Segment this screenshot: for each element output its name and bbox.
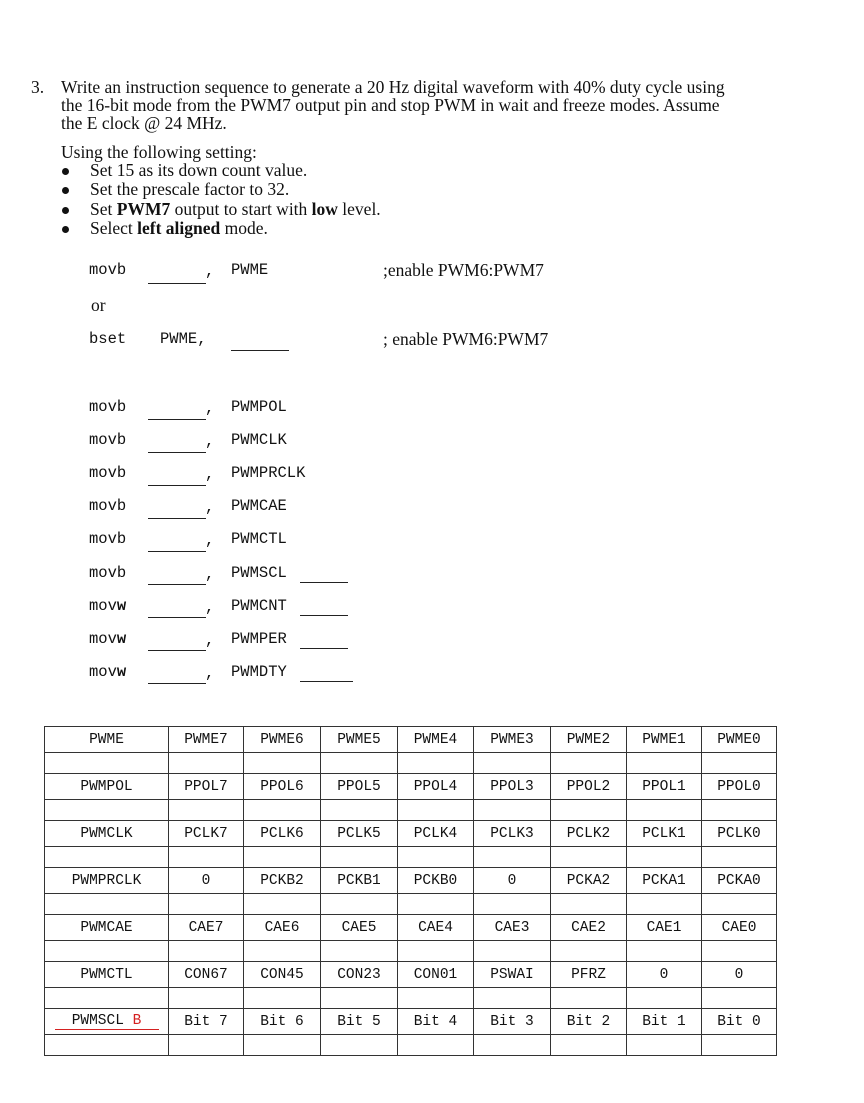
answer-blank[interactable] xyxy=(148,485,206,486)
bit-cell: Bit 6 xyxy=(244,1009,321,1035)
bit-cell: PPOL2 xyxy=(551,774,627,800)
answer-cell[interactable] xyxy=(398,988,474,1009)
answer-cell[interactable] xyxy=(169,1035,244,1056)
answer-cell[interactable] xyxy=(627,847,702,868)
question-number: 3. xyxy=(31,77,45,97)
question-line-3: the E clock @ 24 MHz. xyxy=(61,113,227,133)
answer-row[interactable] xyxy=(45,1035,777,1056)
answer-blank[interactable] xyxy=(300,681,353,682)
bit-cell: PWME3 xyxy=(474,727,551,753)
answer-cell[interactable] xyxy=(169,847,244,868)
answer-blank[interactable] xyxy=(300,582,348,583)
answer-cell[interactable] xyxy=(321,1035,398,1056)
bit-cell: PCLK2 xyxy=(551,821,627,847)
bit-cell: PPOL5 xyxy=(321,774,398,800)
code-register: PWMPOL xyxy=(231,398,287,416)
code-op: movb xyxy=(89,530,127,548)
bit-cell: PPOL0 xyxy=(702,774,777,800)
answer-cell[interactable] xyxy=(551,988,627,1009)
answer-cell[interactable] xyxy=(474,941,551,962)
answer-cell[interactable] xyxy=(169,988,244,1009)
code-operand: PWME, xyxy=(160,330,207,348)
code-register: PWMPER xyxy=(231,630,287,648)
answer-blank[interactable] xyxy=(300,615,348,616)
bit-cell: Bit 7 xyxy=(169,1009,244,1035)
code-op: bset xyxy=(89,330,127,348)
code-operand: PWME xyxy=(231,261,269,279)
bit-cell: CON67 xyxy=(169,962,244,988)
code-op: movw xyxy=(89,597,127,615)
answer-row[interactable] xyxy=(45,988,777,1009)
comma: , xyxy=(205,465,215,483)
comma: , xyxy=(205,664,215,682)
answer-cell[interactable] xyxy=(398,800,474,821)
bit-cell: PWME6 xyxy=(244,727,321,753)
code-op: movb xyxy=(89,261,127,279)
answer-cell[interactable] xyxy=(398,941,474,962)
bit-cell: PCKB2 xyxy=(244,868,321,894)
bit-cell: PCKA2 xyxy=(551,868,627,894)
answer-blank[interactable] xyxy=(148,683,206,684)
answer-cell[interactable] xyxy=(321,847,398,868)
code-register: PWMPRCLK xyxy=(231,464,306,482)
bit-cell: PSWAI xyxy=(474,962,551,988)
bit-cell: PWME5 xyxy=(321,727,398,753)
answer-cell xyxy=(45,847,169,868)
answer-cell[interactable] xyxy=(321,894,398,915)
register-row-pwmctl xyxy=(45,962,777,988)
code-op: movw xyxy=(89,630,127,648)
answer-cell xyxy=(45,1035,169,1056)
comma: , xyxy=(205,498,215,516)
answer-cell[interactable] xyxy=(169,941,244,962)
bit-cell: Bit 1 xyxy=(627,1009,702,1035)
answer-cell[interactable] xyxy=(702,800,777,821)
answer-cell[interactable] xyxy=(627,988,702,1009)
bit-cell: CAE0 xyxy=(702,915,777,941)
bullet-item-2: Set the prescale factor to 32. xyxy=(90,179,290,199)
answer-blank[interactable] xyxy=(148,419,206,420)
bit-cell: Bit 4 xyxy=(398,1009,474,1035)
settings-intro: Using the following setting: xyxy=(61,142,257,162)
answer-cell[interactable] xyxy=(702,941,777,962)
bit-cell: PCLK0 xyxy=(702,821,777,847)
answer-cell xyxy=(45,988,169,1009)
register-name: PWMPRCLK xyxy=(45,868,169,894)
register-row-pwmscl xyxy=(45,1009,777,1035)
code-register: PWMDTY xyxy=(231,663,287,681)
bullet-item-1: Set 15 as its down count value. xyxy=(90,160,308,180)
bit-cell: PPOL3 xyxy=(474,774,551,800)
answer-blank[interactable] xyxy=(148,551,206,552)
register-name: PWMCTL xyxy=(45,962,169,988)
register-name: PWME xyxy=(45,727,169,753)
answer-blank[interactable] xyxy=(148,452,206,453)
or-label: or xyxy=(91,295,106,315)
answer-cell[interactable] xyxy=(702,1035,777,1056)
answer-row[interactable] xyxy=(45,941,777,962)
code-comment: ; enable PWM6:PWM7 xyxy=(383,329,549,349)
bit-cell: PCKB0 xyxy=(398,868,474,894)
answer-cell xyxy=(45,800,169,821)
code-op: movb xyxy=(89,497,127,515)
answer-cell[interactable] xyxy=(398,847,474,868)
answer-cell[interactable] xyxy=(169,753,244,774)
bit-cell: 0 xyxy=(169,868,244,894)
bit-cell: CAE2 xyxy=(551,915,627,941)
answer-cell[interactable] xyxy=(627,800,702,821)
bit-cell: CON45 xyxy=(244,962,321,988)
register-name: PWMCAE xyxy=(45,915,169,941)
bit-cell: PCLK1 xyxy=(627,821,702,847)
answer-cell[interactable] xyxy=(551,941,627,962)
bit-cell: CAE1 xyxy=(627,915,702,941)
bullet-item-3: Set PWM7 output to start with low level. xyxy=(90,199,381,219)
bit-cell: PPOL4 xyxy=(398,774,474,800)
answer-cell[interactable] xyxy=(321,988,398,1009)
answer-cell[interactable] xyxy=(551,847,627,868)
answer-cell[interactable] xyxy=(627,1035,702,1056)
code-op: movb xyxy=(89,564,127,582)
answer-row[interactable] xyxy=(45,800,777,821)
answer-cell[interactable] xyxy=(244,894,321,915)
bit-cell: Bit 5 xyxy=(321,1009,398,1035)
answer-cell[interactable] xyxy=(244,988,321,1009)
bit-cell: Bit 2 xyxy=(551,1009,627,1035)
comma: , xyxy=(205,262,215,280)
code-register: PWMCNT xyxy=(231,597,287,615)
bit-cell: PCKB1 xyxy=(321,868,398,894)
bullet-dot xyxy=(62,168,69,175)
answer-cell[interactable] xyxy=(321,800,398,821)
answer-cell[interactable] xyxy=(321,941,398,962)
red-annotation: B xyxy=(132,1013,142,1029)
answer-blank[interactable] xyxy=(300,648,348,649)
answer-cell[interactable] xyxy=(474,800,551,821)
answer-cell[interactable] xyxy=(169,894,244,915)
answer-cell[interactable] xyxy=(474,988,551,1009)
code-op: movb xyxy=(89,398,127,416)
bit-cell: CAE3 xyxy=(474,915,551,941)
bit-cell: 0 xyxy=(474,868,551,894)
answer-blank[interactable] xyxy=(231,350,289,351)
bit-cell: PCLK4 xyxy=(398,821,474,847)
code-op: movw xyxy=(89,663,127,681)
answer-cell[interactable] xyxy=(474,894,551,915)
bit-cell: PPOL6 xyxy=(244,774,321,800)
answer-cell[interactable] xyxy=(244,847,321,868)
code-register: PWMCTL xyxy=(231,530,287,548)
answer-cell[interactable] xyxy=(702,988,777,1009)
register-table xyxy=(44,726,777,1056)
answer-cell[interactable] xyxy=(627,941,702,962)
bit-cell: PCLK3 xyxy=(474,821,551,847)
answer-cell[interactable] xyxy=(627,753,702,774)
bit-cell: PCLK6 xyxy=(244,821,321,847)
register-name: PWMCLK xyxy=(45,821,169,847)
answer-cell[interactable] xyxy=(702,753,777,774)
answer-cell[interactable] xyxy=(398,1035,474,1056)
comma: , xyxy=(205,432,215,450)
bit-cell: CAE4 xyxy=(398,915,474,941)
code-register: PWMCAE xyxy=(231,497,287,515)
answer-cell[interactable] xyxy=(244,753,321,774)
answer-cell[interactable] xyxy=(244,941,321,962)
bit-cell: 0 xyxy=(702,962,777,988)
bit-cell: CAE5 xyxy=(321,915,398,941)
bullet-dot xyxy=(62,187,69,194)
bit-cell: CON01 xyxy=(398,962,474,988)
question-line-2: the 16-bit mode from the PWM7 output pin and stop PWM in wait and freeze modes. Assume xyxy=(61,95,720,115)
question-line-1: Write an instruction sequence to generate a 20 Hz digital waveform with 40% duty cycle using xyxy=(61,77,725,97)
register-row-pwmcae xyxy=(45,915,777,941)
answer-cell[interactable] xyxy=(702,894,777,915)
bit-cell: PWME0 xyxy=(702,727,777,753)
answer-cell[interactable] xyxy=(169,800,244,821)
answer-blank[interactable] xyxy=(148,617,206,618)
register-row-pwmclk xyxy=(45,821,777,847)
bit-cell: PCKA0 xyxy=(702,868,777,894)
answer-cell[interactable] xyxy=(551,753,627,774)
register-row-pwmpol xyxy=(45,774,777,800)
answer-blank[interactable] xyxy=(148,650,206,651)
code-register: PWMCLK xyxy=(231,431,287,449)
answer-blank[interactable] xyxy=(148,518,206,519)
bit-cell: Bit 3 xyxy=(474,1009,551,1035)
answer-row[interactable] xyxy=(45,753,777,774)
bit-cell: PWME4 xyxy=(398,727,474,753)
code-comment: ;enable PWM6:PWM7 xyxy=(383,260,544,280)
bit-cell: PWME7 xyxy=(169,727,244,753)
answer-cell[interactable] xyxy=(551,1035,627,1056)
bit-cell: PWME2 xyxy=(551,727,627,753)
answer-row[interactable] xyxy=(45,847,777,868)
comma: , xyxy=(205,531,215,549)
answer-cell[interactable] xyxy=(474,847,551,868)
comma: , xyxy=(205,598,215,616)
bit-cell: CAE6 xyxy=(244,915,321,941)
bullet-dot xyxy=(62,226,69,233)
answer-cell xyxy=(45,894,169,915)
code-register: PWMSCL xyxy=(231,564,287,582)
register-name xyxy=(45,1009,169,1035)
answer-cell[interactable] xyxy=(321,753,398,774)
bit-cell: PPOL7 xyxy=(169,774,244,800)
answer-cell[interactable] xyxy=(244,1035,321,1056)
answer-blank[interactable] xyxy=(148,283,206,284)
bit-cell: PCLK7 xyxy=(169,821,244,847)
answer-cell[interactable] xyxy=(474,1035,551,1056)
bit-cell: CAE7 xyxy=(169,915,244,941)
register-row-pwmprclk xyxy=(45,868,777,894)
answer-cell xyxy=(45,941,169,962)
code-op: movb xyxy=(89,464,127,482)
bullet-dot xyxy=(62,207,69,214)
bit-cell: PCKA1 xyxy=(627,868,702,894)
register-name: PWMPOL xyxy=(45,774,169,800)
comma: , xyxy=(205,565,215,583)
register-row-pwme xyxy=(45,727,777,753)
answer-cell[interactable] xyxy=(551,800,627,821)
answer-cell[interactable] xyxy=(244,800,321,821)
bit-cell: PWME1 xyxy=(627,727,702,753)
bit-cell: CON23 xyxy=(321,962,398,988)
bit-cell: PPOL1 xyxy=(627,774,702,800)
answer-cell[interactable] xyxy=(398,894,474,915)
bit-cell: Bit 0 xyxy=(702,1009,777,1035)
answer-row[interactable] xyxy=(45,894,777,915)
answer-cell[interactable] xyxy=(474,753,551,774)
answer-cell xyxy=(45,753,169,774)
red-underline: PWMSCL B xyxy=(55,1013,159,1030)
code-op: movb xyxy=(89,431,127,449)
bit-cell: PCLK5 xyxy=(321,821,398,847)
comma: , xyxy=(205,631,215,649)
bullet-item-4: Select left aligned mode. xyxy=(90,218,268,238)
comma: , xyxy=(205,399,215,417)
answer-cell[interactable] xyxy=(702,847,777,868)
answer-cell[interactable] xyxy=(627,894,702,915)
answer-cell[interactable] xyxy=(398,753,474,774)
bit-cell: 0 xyxy=(627,962,702,988)
answer-cell[interactable] xyxy=(551,894,627,915)
answer-blank[interactable] xyxy=(148,584,206,585)
bit-cell: PFRZ xyxy=(551,962,627,988)
